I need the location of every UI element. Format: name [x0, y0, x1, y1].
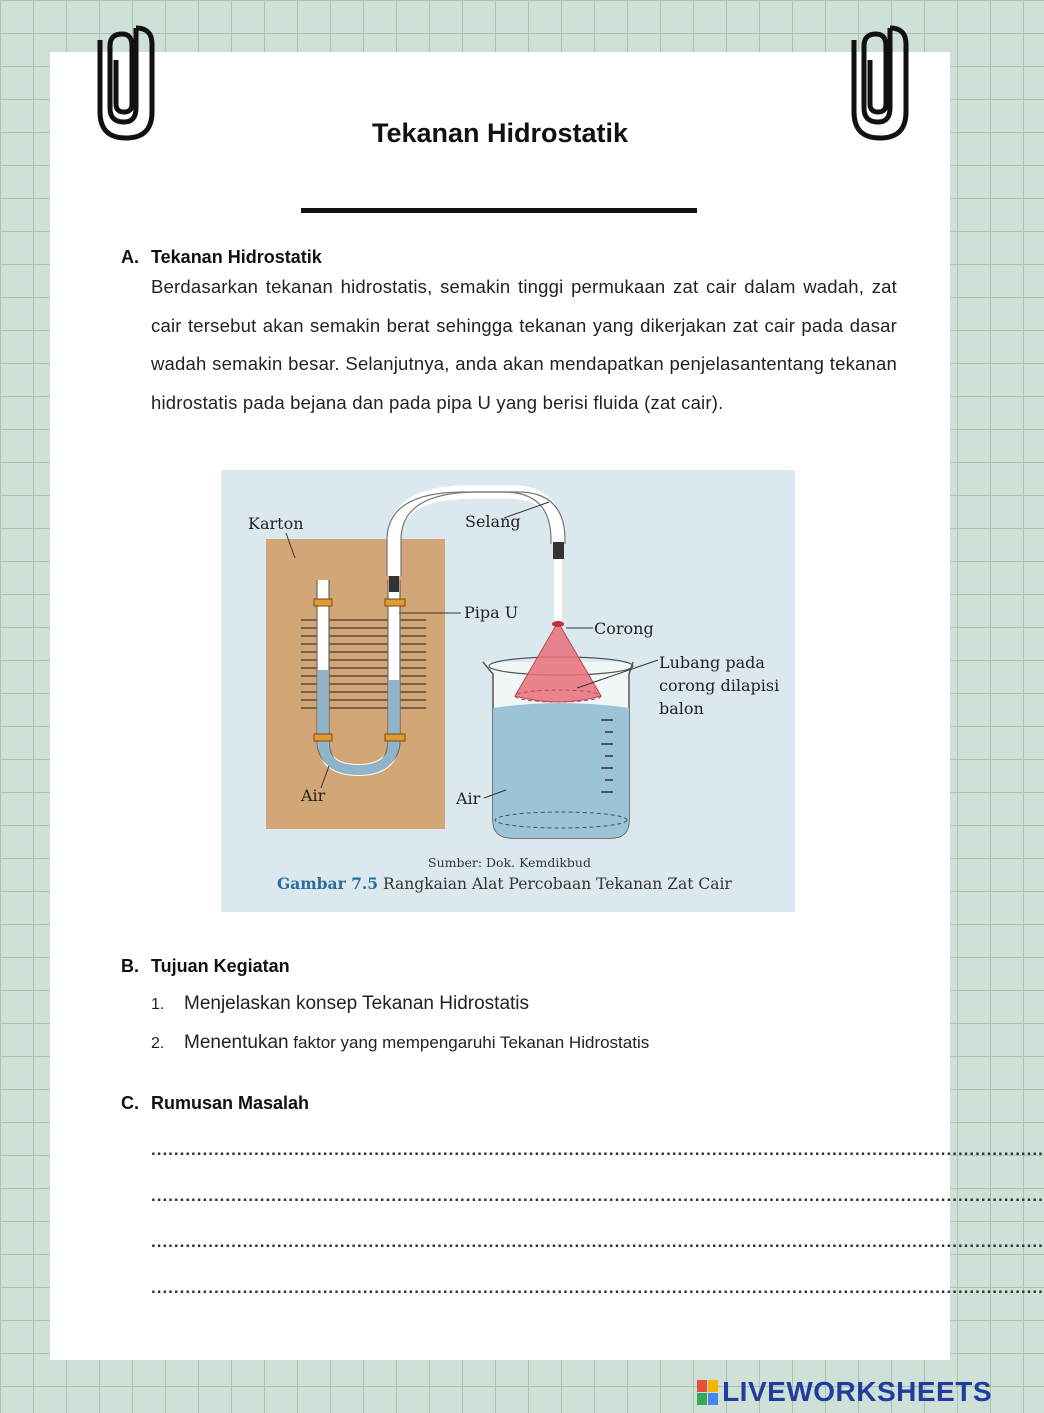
page-title: Tekanan Hidrostatik: [371, 118, 629, 148]
section-b-heading: [121, 956, 290, 977]
objective-text-a: Menentukan: [184, 1032, 289, 1053]
label-pipa-u: Pipa U: [464, 603, 519, 622]
label-lubang-1: Lubang pada: [659, 653, 765, 672]
section-b-title: Tujuan Kegiatan: [151, 956, 290, 976]
objective-number: 2.: [151, 1035, 165, 1052]
brand-grid-icon: [697, 1380, 718, 1405]
hose-connector-right: [553, 542, 564, 559]
objective-text: Menjelaskan konsep Tekanan Hidrostatis: [184, 993, 530, 1014]
answer-line-2[interactable]: ............................................................................................................................................................: [151, 1186, 1044, 1205]
experiment-illustration: [221, 470, 795, 912]
section-b-letter: B.: [121, 956, 139, 976]
section-a-letter: A.: [121, 247, 139, 267]
hose-connector-left: [389, 574, 399, 592]
answer-line-3[interactable]: ............................................................................................................................................................: [151, 1232, 1044, 1251]
section-c-heading: [121, 1093, 309, 1114]
figure-caption-text: Rangkaian Alat Percobaan Tekanan Zat Cair: [378, 875, 732, 893]
liveworksheets-logo[interactable]: [697, 1376, 992, 1408]
section-a-heading: [121, 247, 322, 268]
figure-caption: [277, 874, 732, 893]
objective-item-1: [151, 993, 529, 1015]
label-lubang-3: balon: [659, 699, 704, 718]
label-air-left: Air: [301, 786, 326, 805]
answer-line-1[interactable]: ............................................................................................................................................................: [151, 1140, 1044, 1159]
section-a-paragraph: Berdasarkan tekanan hidrostatis, semakin tinggi permukaan zat cair dalam wadah, zat cair tersebut akan semakin berat sehingga tekanan yang dikerjakan zat cair pada dasar wadah semakin besar. Selanjutnya, anda akan mendapatkan penjelasantentang tekanan hidrostatis pada bejana dan pada pipa U yang berisi fluida (zat cair).: [151, 276, 897, 413]
brand-name: LIVEWORKSHEETS: [722, 1376, 992, 1407]
label-air-right: Air: [456, 789, 481, 808]
label-lubang-2: corong dilapisi: [659, 676, 780, 695]
objective-number: 1.: [151, 996, 165, 1013]
label-selang: Selang: [465, 512, 521, 531]
section-c-title: Rumusan Masalah: [151, 1093, 310, 1113]
experiment-figure: [221, 470, 795, 912]
label-karton: Karton: [248, 514, 304, 533]
section-a-title: Tekanan Hidrostatik: [151, 247, 322, 267]
answer-line-4[interactable]: ............................................................................................................................................................: [151, 1278, 1044, 1297]
figure-caption-number: Gambar 7.5: [277, 874, 379, 893]
objective-item-2: [151, 1032, 649, 1054]
label-corong: Corong: [594, 619, 654, 638]
beaker-water: [493, 703, 629, 838]
figure-source: Sumber: Dok. Kemdikbud: [428, 855, 591, 870]
section-c-letter: C.: [121, 1093, 139, 1113]
title-underline: [301, 208, 697, 213]
objective-text-b: faktor yang mempengaruhi Tekanan Hidrostatis: [288, 1033, 650, 1052]
